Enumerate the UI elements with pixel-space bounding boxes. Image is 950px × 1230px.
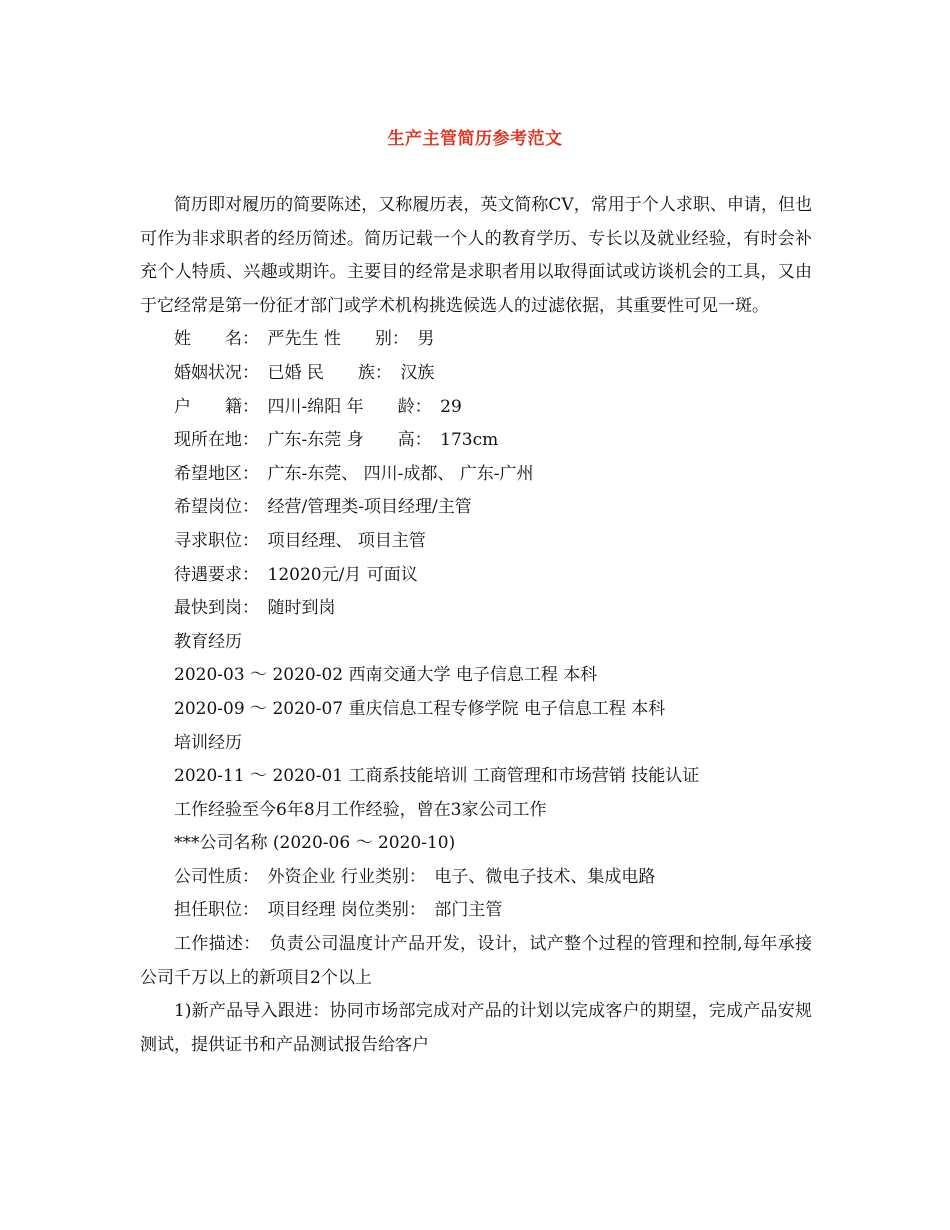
info-marital-ethnicity: 婚姻状况： 已婚 民 族： 汉族 [174,362,435,383]
info-location-height: 现所在地： 广东-东莞 身 高： 173cm [174,430,499,451]
section-training-heading: 培训经历 [174,732,242,753]
work-description: 工作描述： 负责公司温度计产品开发，设计，试产整个过程的管理和控制,每年承接公司千万以上的新项目2个以上 [140,934,812,988]
job-title-line: 担任职位： 项目经理 岗位类别： 部门主管 [174,900,503,921]
info-start-date: 最快到岗： 随时到岗 [174,598,336,619]
info-name-gender: 姓 名： 严先生 性 别： 男 [174,329,435,350]
info-hometown-age: 户 籍： 四川-绵阳 年 龄： 29 [174,396,462,417]
education-entry: 2020-09 ～ 2020-07 重庆信息工程专修学院 电子信息工程 本科 [174,698,666,719]
document-body [140,189,812,1062]
work-item-1: 1)新产品导入跟进：协同市场部完成对产品的计划以完成客户的期望，完成产品安规测试，提供证书和产品测试报告给客户 [140,1001,812,1055]
info-desired-region: 希望地区： 广东-东莞、 四川-成都、 广东-广州 [174,463,534,484]
info-seeking-job: 寻求职位： 项目经理、 项目主管 [174,530,426,551]
section-education-heading: 教育经历 [174,631,242,652]
company-name-line: ***公司名称 (2020-06 ～ 2020-10) [174,833,456,854]
info-desired-position: 希望岗位： 经营/管理类-项目经理/主管 [174,497,472,518]
info-salary: 待遇要求： 12020元/月 可面议 [174,564,418,585]
company-nature-line: 公司性质： 外资企业 行业类别： 电子、微电子技术、集成电路 [174,866,656,887]
document-title: 生产主管简历参考范文 [387,129,563,149]
training-entry: 2020-11 ～ 2020-01 工商系技能培训 工商管理和市场营销 技能认证 [174,766,700,787]
intro-paragraph: 简历即对履历的简要陈述，又称履历表，英文简称CV，常用于个人求职、申请，但也可作为非求职者的经历简述。简历记载一个人的教育学历、专长以及就业经验，有时会补充个人特质、兴趣或期许。主要目的经常是求职者用以取得面试或访谈机会的工具，又由于它经常是第一份征才部门或学术机构挑选候选人的过滤依据，其重要性可见一斑。 [140,195,812,316]
work-experience-summary: 工作经验至今6年8月工作经验，曾在3家公司工作 [174,799,547,820]
education-entry: 2020-03 ～ 2020-02 西南交通大学 电子信息工程 本科 [174,665,598,686]
